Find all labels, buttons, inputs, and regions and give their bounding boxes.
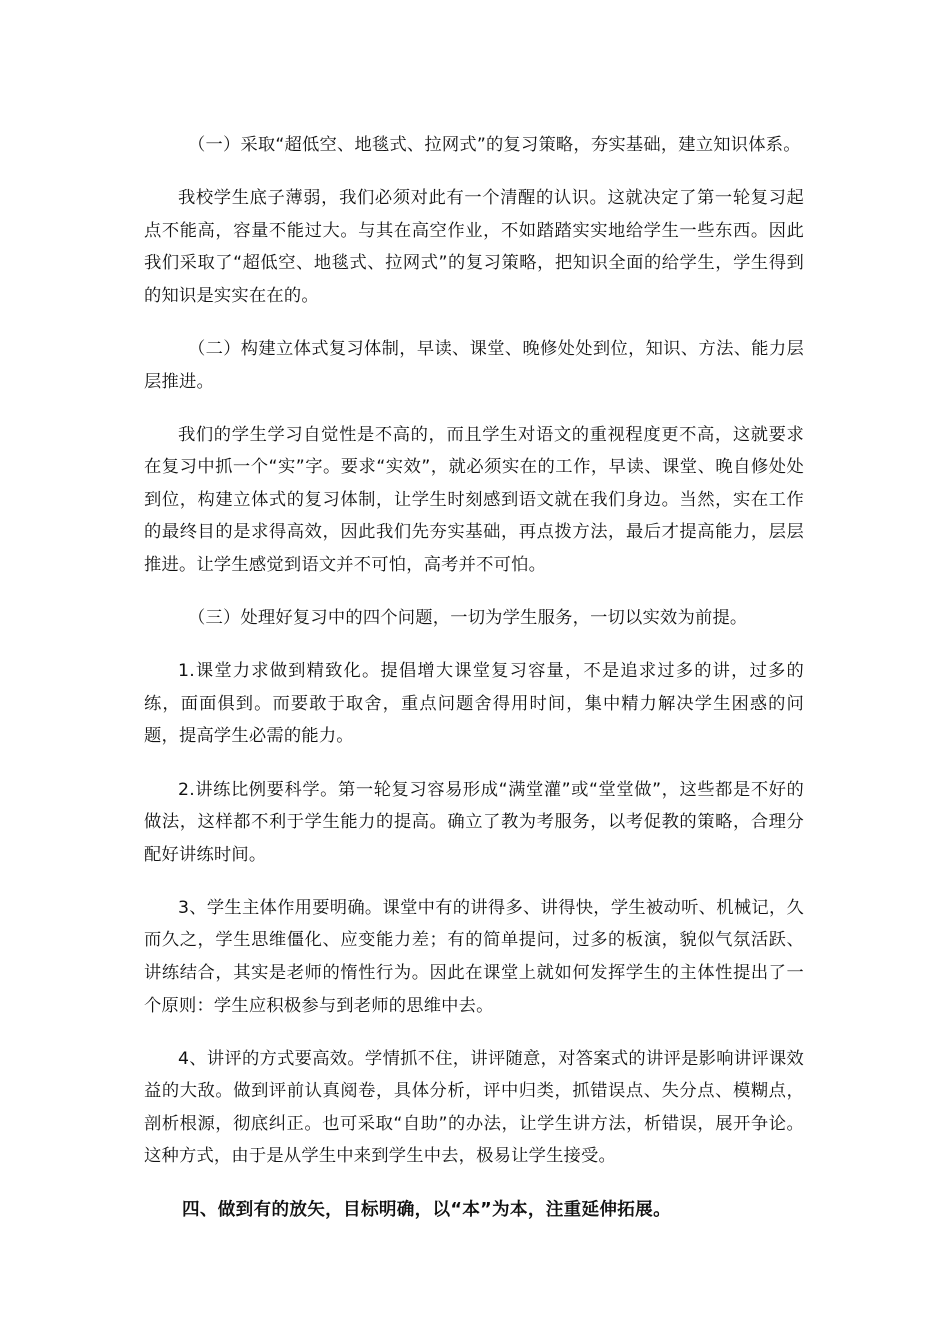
section-heading-1: （一）采取“超低空、地毯式、拉网式”的复习策略，夯实基础，建立知识体系。 [188, 135, 801, 155]
major-heading-4: 四、做到有的放矢，目标明确，以“本”为本，注重延伸拓展。 [182, 1199, 671, 1220]
section-heading-2: （二）构建立体式复习体制，早读、课堂、晚修处处到位，知识、方法、能力层层推进。 [144, 338, 804, 392]
paragraph-2: 我们的学生学习自觉性是不高的，而且学生对语文的重视程度更不高，这就要求在复习中抓一个“实”字。要求“实效”，就必须实在的工作，早读、课堂、晚自修处处到位，构建立体式的复习体制，让学生时刻感到语文就在我们身边。当然，实在工作的最终目的是求得高效，因此我们先夯实基础，再点拨方法，最后才提高能力，层层推进。让学生感觉到语文并不可怕，高考并不可怕。 [144, 424, 804, 576]
section-heading-3: （三）处理好复习中的四个问题，一切为学生服务，一切以实效为前提。 [188, 608, 748, 629]
list-item-4: 4、讲评的方式要高效。学情抓不住，讲评随意，对答案式的讲评是影响讲评课效益的大敌。做到评前认真阅卷，具体分析，评中归类，抓错误点、失分点、模糊点，剖析根源，彻底纠正。也可采取“自助”的办法，让学生讲方法，析错误，展开争论。这种方式，由于是从学生中来到学生中去，极易让学生接受。 [144, 1048, 804, 1167]
document-body [144, 129, 804, 1226]
list-item-2: 2.讲练比例要科学。第一轮复习容易形成“满堂灌”或“堂堂做”，这些都是不好的做法，这样都不利于学生能力的提高。确立了教为考服务，以考促教的策略，合理分配好讲练时间。 [144, 779, 804, 865]
list-item-1: 1.课堂力求做到精致化。提倡增大课堂复习容量，不是追求过多的讲，过多的练，面面俱到。而要敢于取舍，重点问题舍得用时间，集中精力解决学生困惑的问题，提高学生必需的能力。 [144, 661, 804, 747]
paragraph-1: 我校学生底子薄弱，我们必须对此有一个清醒的认识。这就决定了第一轮复习起点不能高，容量不能过大。与其在高空作业，不如踏踏实实地给学生一些东西。因此我们采取了“超低空、地毯式、拉网式”的复习策略，把知识全面的给学生，学生得到的知识是实实在在的。 [144, 188, 804, 306]
list-item-3: 3、学生主体作用要明确。课堂中有的讲得多、讲得快，学生被动听、机械记，久而久之，学生思维僵化、应变能力差；有的简单提问，过多的板演，貌似气氛活跃、讲练结合，其实是老师的惰性行为。因此在课堂上就如何发挥学生的主体性提出了一个原则：学生应积极参与到老师的思维中去。 [144, 897, 804, 1016]
